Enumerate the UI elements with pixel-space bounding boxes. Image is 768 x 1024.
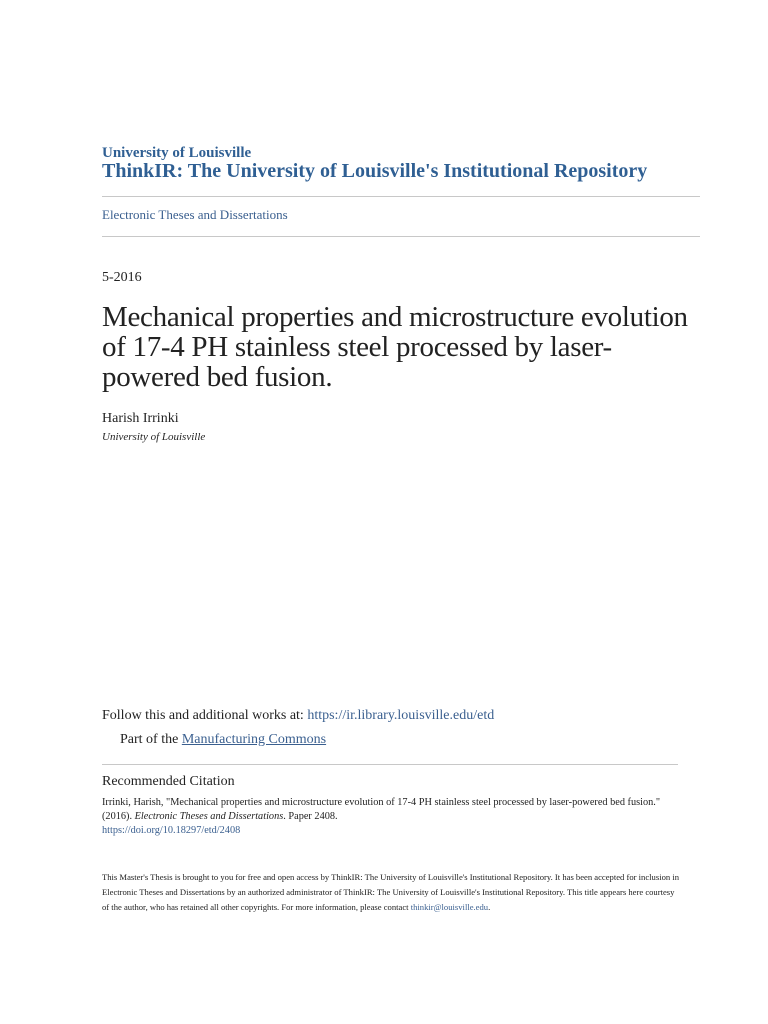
citation-body: Irrinki, Harish, "Mechanical properties and microstructure evolution of 17-4 PH stainless steel processed by laser-powered bed fusion." (2016). <box>102 797 661 822</box>
part-of-line <box>120 732 326 748</box>
follow-prefix: Follow this and additional works at: <box>102 708 304 723</box>
author-affiliation: University of Louisville <box>102 431 206 443</box>
footer-end: . <box>488 902 491 912</box>
document-title: Mechanical properties and microstructure evolution of 17-4 PH stainless steel processed by laser-powered bed fusion. <box>102 301 688 393</box>
footer-text: This Master's Thesis is brought to you for free and open access by ThinkIR: The University of Louisville's Institutional Repository. It has been accepted for inclusion in Electronic Theses and Dissertations by an authorized administrator of ThinkIR: The University of Louisville's Institutional Repository. This title appears here courtesy of the author, who has retained all other copyrights. For more information, please contact <box>102 872 680 912</box>
repository-url-link[interactable]: https://ir.library.louisville.edu/etd <box>307 708 495 723</box>
part-of-prefix: Part of the <box>120 732 179 747</box>
doi-link[interactable]: https://doi.org/10.18297/etd/2408 <box>102 825 241 836</box>
divider <box>102 196 700 197</box>
footer-notice <box>102 870 682 915</box>
repository-link[interactable]: ThinkIR: The University of Louisville's Institutional Repository <box>102 160 648 182</box>
citation-journal: Electronic Theses and Dissertations <box>134 811 284 822</box>
manufacturing-commons-link[interactable]: Manufacturing Commons <box>181 732 327 747</box>
citation-text <box>102 796 662 838</box>
university-name: University of Louisville <box>102 145 252 161</box>
recommended-citation-heading: Recommended Citation <box>102 774 235 789</box>
follow-line <box>102 708 494 724</box>
publication-date: 5-2016 <box>102 270 142 285</box>
contact-email-link[interactable]: thinkir@louisville.edu <box>410 902 489 912</box>
divider <box>102 236 700 237</box>
citation-paper: . Paper 2408. <box>283 811 338 822</box>
divider <box>102 764 678 765</box>
collection-link[interactable]: Electronic Theses and Dissertations <box>102 207 288 222</box>
author-name: Harish Irrinki <box>102 411 179 426</box>
